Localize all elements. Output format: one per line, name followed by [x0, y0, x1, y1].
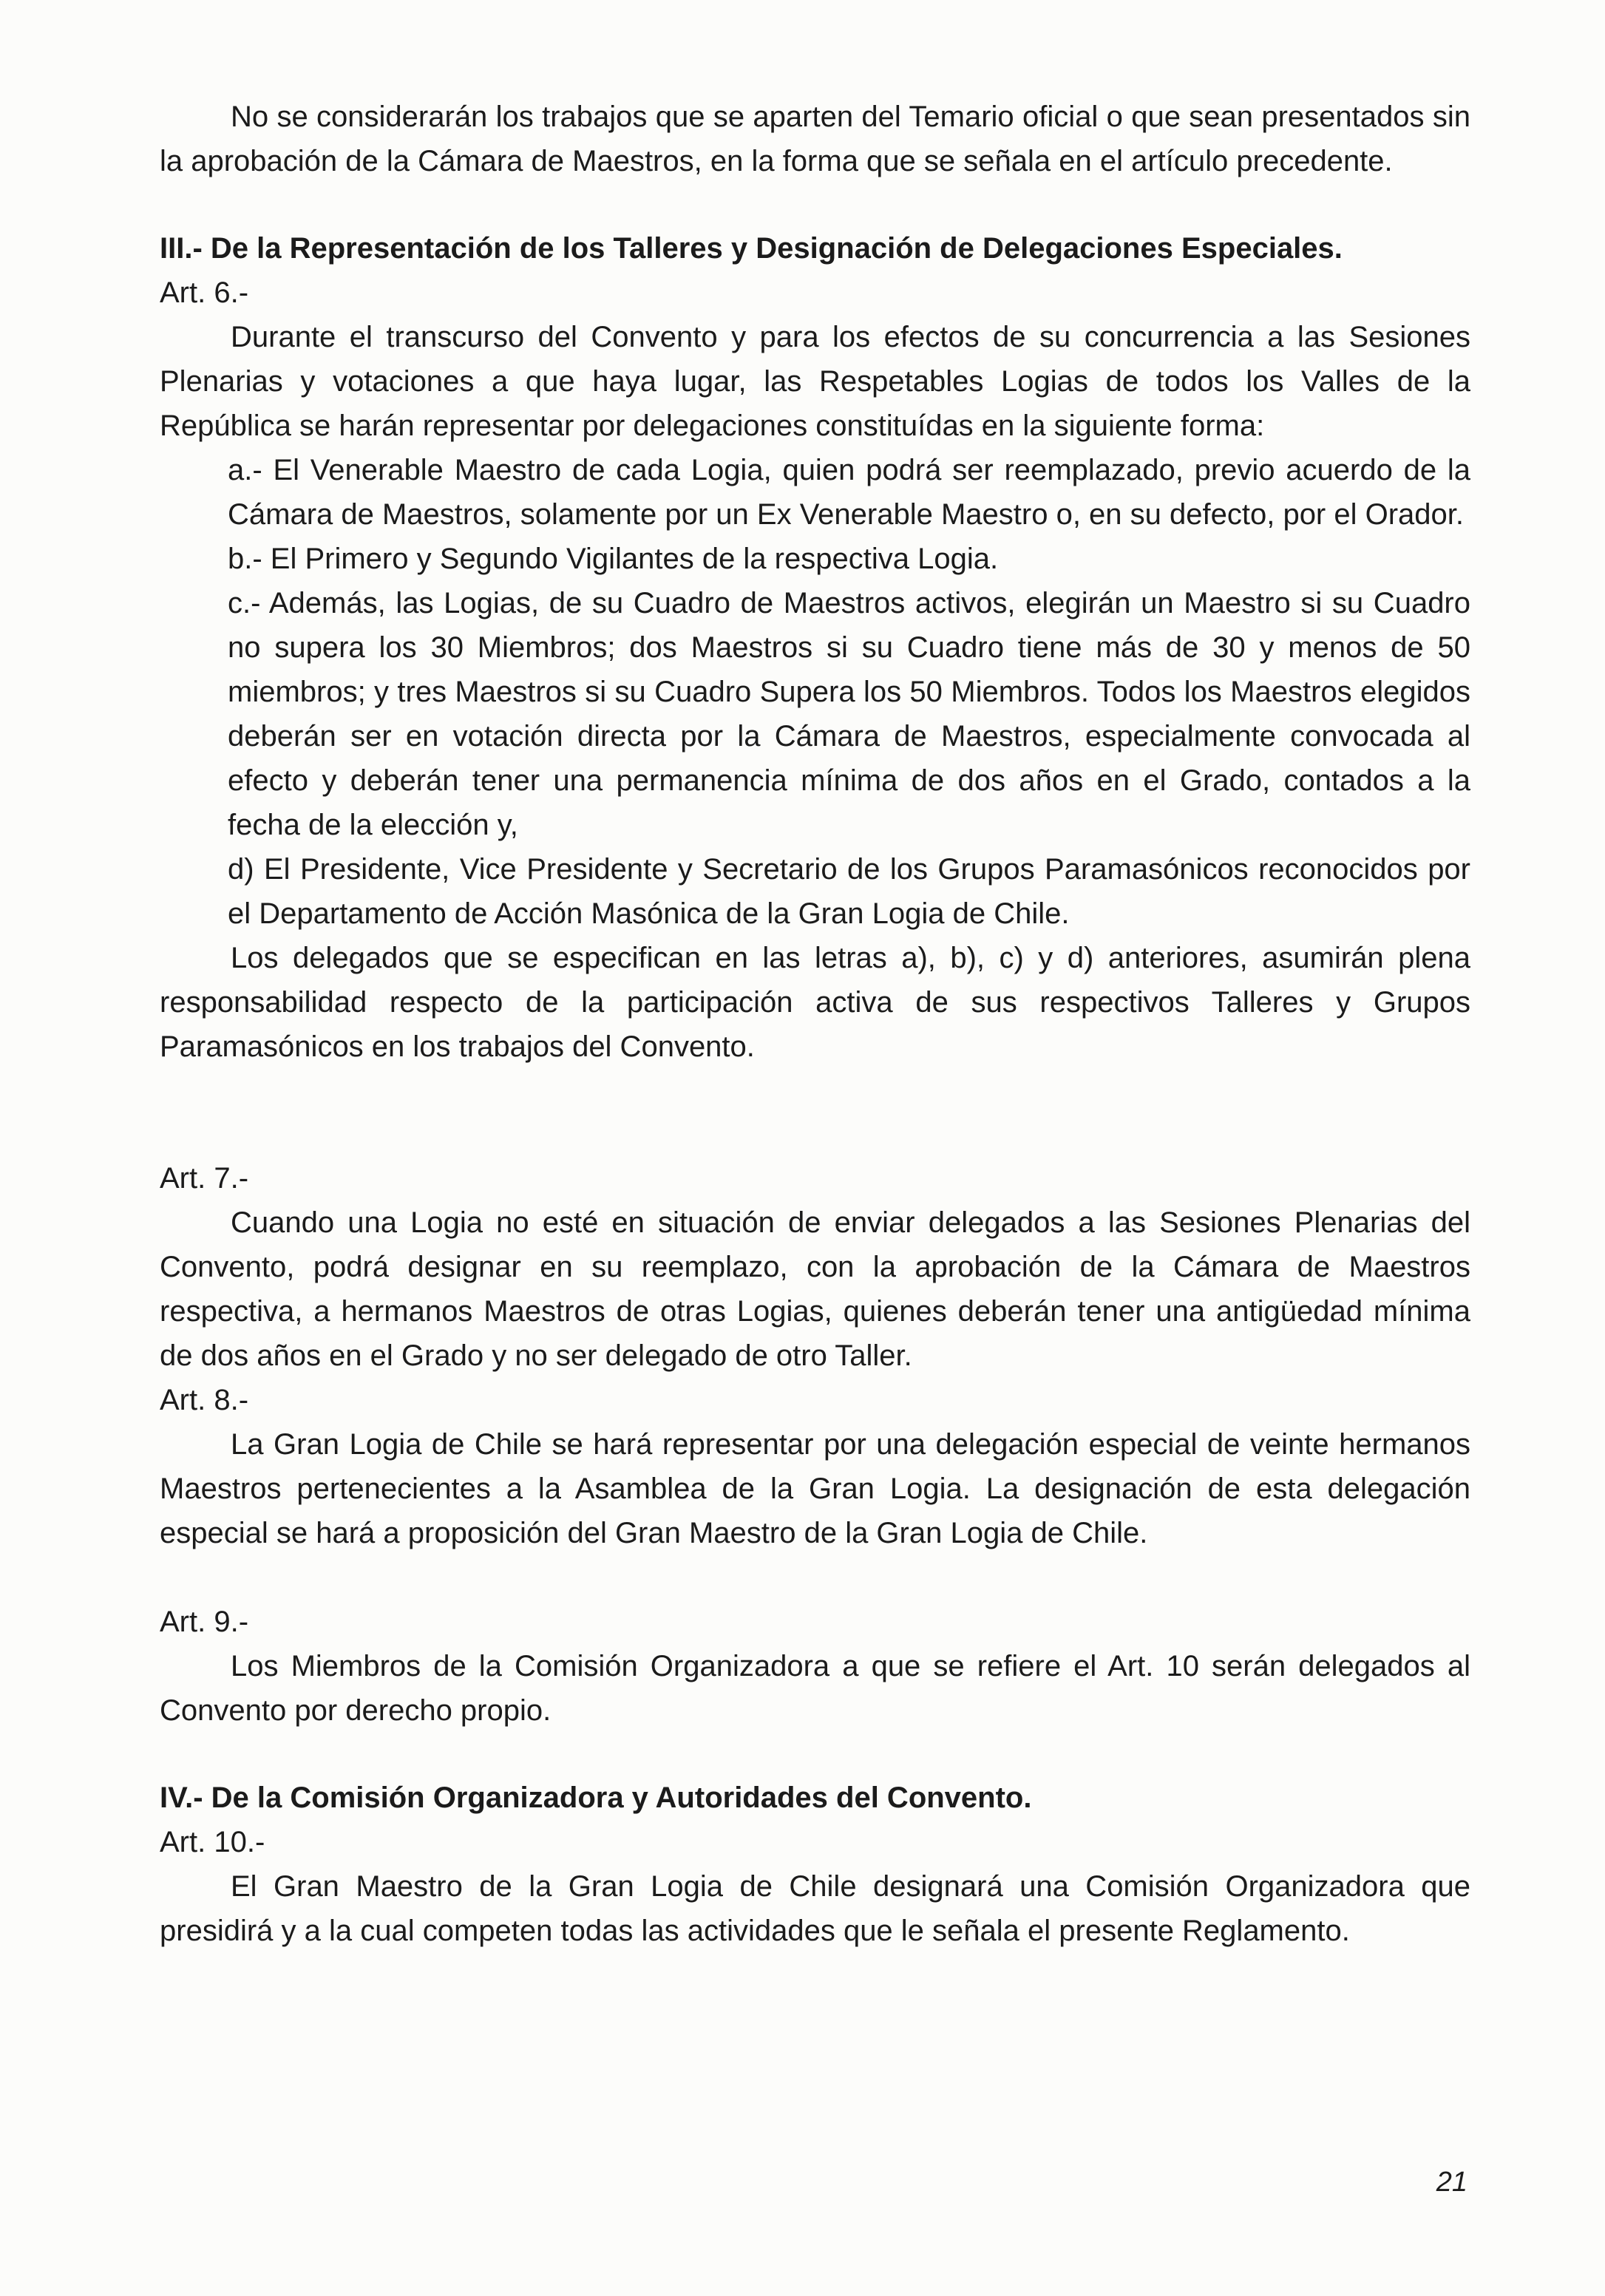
- article-6-label: Art. 6.-: [160, 276, 249, 309]
- article-8-label: Art. 8.-: [160, 1384, 249, 1416]
- article-8-paragraph: La Gran Logia de Chile se hará representar por una delegación especial de veinte hermanos Maestros pertenecientes a la Asamblea de la Gran Logia. La designación de esta delegación especial se hará a proposición del Gran Maestro de la Gran Logia de Chile.: [160, 1428, 1470, 1549]
- list-item-c: c.- Además, las Logias, de su Cuadro de Maestros activos, elegirán un Maestro si su Cuadro no supera los 30 Miembros; dos Maestros si su Cuadro tiene más de 30 y menos de 50 miembros; y tres Maestros si su Cuadro Supera los 50 Miembros. Todos los Maestros elegidos deberán ser en votación directa por la Cámara de Maestros, especialmente convocada al efecto y deberán tener una permanencia mínima de dos años en el Grado, contados a la fecha de la elección y,: [228, 587, 1470, 841]
- list-item-a: a.- El Venerable Maestro de cada Logia, quien podrá ser reemplazado, previo acuerdo de la Cámara de Maestros, solamente por un Ex Venerable Maestro o, en su defecto, por el Orador.: [228, 454, 1470, 531]
- article-6-paragraph: Durante el transcurso del Convento y para los efectos de su concurrencia a las Sesiones Plenarias y votaciones a que haya lugar, las Respetables Logias de todos los Valles de la República se harán representar por delegaciones constituídas en la siguiente forma:: [160, 321, 1470, 442]
- article-7-paragraph: Cuando una Logia no esté en situación de enviar delegados a las Sesiones Plenarias del Convento, podrá designar en su reemplazo, con la aprobación de la Cámara de Maestros respectiva, a hermanos Maestros de otras Logias, quienes deberán tener una antigüedad mínima de dos años en el Grado y no ser delegado de otro Taller.: [160, 1206, 1470, 1372]
- article-7-label: Art. 7.-: [160, 1162, 249, 1195]
- list-item-d: d) El Presidente, Vice Presidente y Secretario de los Grupos Paramasónicos reconocidos por el Departamento de Acción Masónica de la Gran Logia de Chile.: [228, 853, 1470, 930]
- section-3-heading: III.- De la Representación de los Talleres y Designación de Delegaciones Especiales.: [160, 232, 1343, 265]
- article-6-closing-paragraph: Los delegados que se especifican en las letras a), b), c) y d) anteriores, asumirán plena responsabilidad respecto de la participación activa de sus respectivos Talleres y Grupos Paramasónicos en los trabajos del Convento.: [160, 942, 1470, 1063]
- article-9-paragraph: Los Miembros de la Comisión Organizadora a que se refiere el Art. 10 serán delegados al Convento por derecho propio.: [160, 1650, 1470, 1727]
- article-9-label: Art. 9.-: [160, 1606, 249, 1638]
- list-item-b: b.- El Primero y Segundo Vigilantes de la respectiva Logia.: [228, 543, 999, 575]
- document-body: [160, 95, 1470, 1953]
- intro-paragraph: No se considerarán los trabajos que se aparten del Temario oficial o que sean presentados sin la aprobación de la Cámara de Maestros, en la forma que se señala en el artículo precedente.: [160, 101, 1470, 177]
- article-10-label: Art. 10.-: [160, 1826, 265, 1858]
- article-6-item-list: [228, 448, 1470, 936]
- article-10-paragraph: El Gran Maestro de la Gran Logia de Chile designará una Comisión Organizadora que presidirá y a la cual competen todas las actividades que le señala el presente Reglamento.: [160, 1870, 1470, 1947]
- page-number: 21: [1436, 2167, 1467, 2198]
- section-4-heading: IV.- De la Comisión Organizadora y Autoridades del Convento.: [160, 1782, 1032, 1814]
